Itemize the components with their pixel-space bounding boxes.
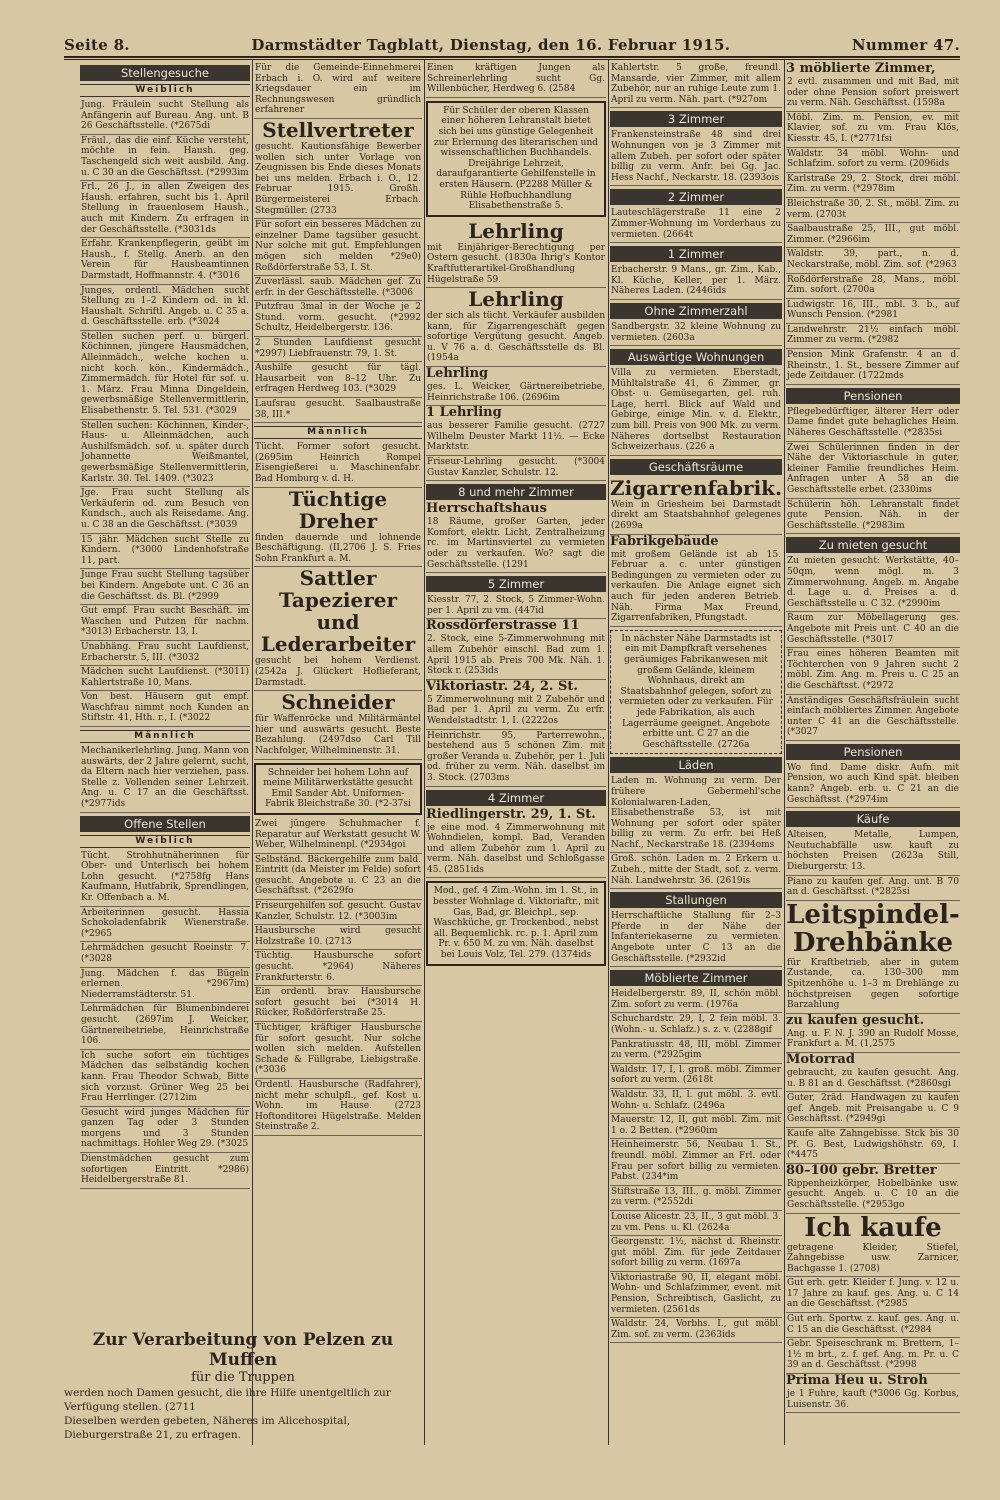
page-header — [64, 34, 960, 56]
classified-ad: Friseurgehilfen sof. gesucht. Gustav Kanzler, Schulstr. 12. (*3003im — [254, 900, 422, 925]
section-heading: Ohne Zimmerzahl — [610, 303, 782, 319]
section-heading: Offene Stellen — [80, 816, 250, 832]
classified-ad: Gut erh. getr. Kleider f. Jung. v. 12 u. 17 Jahre zu kauf. ges. Ang. u. C 14 an die Geschäftsst. (*2985 — [786, 1277, 960, 1313]
classified-ad: getragene Kleider, Stiefel, Zahngebisse usw. Zarnicer, Bachgasse 1. (2708) — [786, 1242, 960, 1278]
classified-ad: Motorrad — [786, 1051, 855, 1067]
classified-ad: Gut erh. Sportw. z. kauf. ges. Ang. u. C 15 an die Geschäftsst. (*2984 — [786, 1313, 960, 1338]
classified-ad: 5 Zimmerwohnung mit 2 Zubehör und Bad per 1. April zu verm. Zu erfr. Wendelstadtstr. 1, I. (2222os — [426, 694, 606, 730]
subsection-heading: Männlich — [254, 426, 422, 439]
classified-ad: 2. Stock, eine 5-Zimmerwohnung mit allem Zubehör einschl. Bad zum 1. April 1915 ab. Preis 700 Mk. Näh. 1. Stock r. (253ids — [426, 633, 606, 679]
column-5 — [786, 62, 960, 1430]
classified-ad: Stellen suchen perf. u. bürgerl. Köchinnen, jüngere Hausmädchen, Alleinmädch., welche kochen u. nicht koch. kön., Kindermädch., Zimmermädch. für Hotel für sof. u. 1. März. Frau Minna Dingeldein, gewerbsmäßige Stellenvermittlerin, Elisabethenstr. 5. Tel. 531. (*3029 — [80, 331, 250, 420]
classified-ad: Dienstmädchen gesucht zum sofortigen Eintritt. *2986) Heidelbergerstraße 81. — [80, 1153, 250, 1189]
classified-ad: Stiftstraße 13, III., g. möbl. Zimmer zu verm. (*2552di — [610, 1186, 782, 1211]
classified-ad: Pension Mink Grafenstr. 4 an d. Rheinstr., 1. St., bessere Zimmer auf jede Zeitdauer. (1722mds — [786, 349, 960, 385]
classified-ad: Erfahr. Krankenpflegerin, geübt im Haush., f. Stellg. Anerb. an den Verein für Hausbeamtinnen Darmstadt, Hoffmannstr. 4. (*3016 — [80, 238, 250, 284]
classified-ad: Stellen suchen: Köchinnen, Kinder-, Haus- u. Alleinmädchen, auch Aushilfsmädch. sof. u. später durch Johannette Weißmantel, gewerbsmäßige Stellenvermittlerin, Karlstr. 30. Tel. 1409. (*3023 — [80, 420, 250, 488]
classified-ad: Arbeiterinnen gesucht. Hassia Schokoladenfabrik Wienerstraße. (*2965 — [80, 907, 250, 943]
classified-ad: Prima Heu u. Stroh — [786, 1373, 928, 1389]
classified-ad: gesucht bei hohem Verdienst. (2542a J. Glückert Hoflieferant, Darmstadt. — [254, 655, 422, 691]
classified-ad: mit Einjähriger-Berechtigung per Ostern gesucht. (1830a Ihrig's Kontor Kraftfutterartikel-Großhandlung Hügelstraße 59. — [426, 242, 606, 288]
notice-text: werden noch Damen gesucht, die ihre Hilfe unentgeltlich zur Verfügung stellen. (2711 — [64, 1387, 391, 1413]
classified-ad: Sattler Tapezierer und Lederarbeiter — [260, 566, 416, 657]
classified-ad: Heidelbergerstr. 89, II, schön möbl. Zim. sofort zu verm. (1976a — [610, 988, 782, 1013]
classified-ad: Kiesstr. 77, 2. Stock, 5 Zimmer-Wohn. per 1. April zu vm. (447id — [426, 594, 606, 619]
classified-ad: Ludwigstr. 16, III., mbl. 3. b., auf Wunsch Pension. (*2981 — [786, 299, 960, 324]
classified-ad: Ein ordentl. brav. Hausbursche sofort gesucht bei (*3014 H. Rücker, Roßdörferstraße 25. — [254, 986, 422, 1022]
classified-ad: Pankratiusstr. 48, III, möbl. Zimmer zu verm. (*2925gim — [610, 1039, 782, 1064]
classified-ad: aus besserer Familie gesucht. (2727 Wilhelm Deuster Markt 11½. — Ecke Marktstr. — [426, 420, 606, 456]
classified-ad: 1 Lehrling — [426, 405, 502, 421]
classified-ad: Rossdörferstrasse 11 — [426, 618, 580, 634]
classified-ad: Tüchtige Dreher — [288, 486, 388, 533]
classified-ad: Ang. u. F. N. J. 390 an Rudolf Mosse, Frankfurt a. M. (1,2575 — [786, 1028, 960, 1053]
classified-ad: Villa zu vermieten. Eberstadt, Mühltalstraße 41, 6 Zimmer, gr. Obst- u. Gemüsegarten, gel. ruh. Lage, herrl. Blick auf Wald und Gebirge, einige Min. v. d. Elektr., zum bill. Preis von 900 Mk. zu verm. Näheres dortselbst Restauration Schweizerhaus. (226 a — [610, 367, 782, 456]
classified-ad: Ich suche sofort ein tüchtiges Mädchen das selbständig kochen kann. Frau Theodor Schwab, Bitte sich vorzust. Grüner Weg 25 bei Frau Herrlinger. (2712im — [80, 1050, 250, 1107]
classified-ad: Wo find. Dame diskr. Aufn. mit Pension, wo auch Kind spät. bleiben kann? Angeb. erb. u. C 21 an die Geschäftsst. (*2974im — [786, 762, 960, 808]
column-divider — [784, 60, 785, 1445]
classified-ad: Fräul., das die einf. Küche versteht, möchte in fein. Haush. geg. Taschengeld sich weit ausbild. Ang. u. C 30 an die Geschäftsst. (*2993im — [80, 135, 250, 181]
classified-ad: Ordentl. Hausbursche (Radfahrer), nicht mehr schulpfl., gef. Kost u. Wohn. im Hause. (2723 Hoftonditorei Hügelstraße. Melden Steinstraße 2. — [254, 1079, 422, 1136]
classified-ad: Zwei Schülerinnen finden in der Nähe der Viktoriaschule in guter, kleiner Familie freundliches Heim. Anfragen unter A 58 an die Geschäftsstelle erbet. (2330ims — [786, 442, 960, 499]
classified-ad: für Kraftbetrieb, aber in gutem Zustande, ca. 130–300 mm Spitzenhöhe u. 1–3 m Drehlänge zu höchstpreisen gegen sofortige Barzahlung — [786, 957, 960, 1014]
classified-ad: Mädchen sucht Laufdienst. (*3011) Kahlertstraße 10, Mans. — [80, 666, 250, 691]
section-heading: Pensionen — [786, 744, 960, 760]
classified-ad: Schneider bei hohem Lohn auf meine Militärwerkstätte gesucht Emil Sander Abt. Uniformen-Fabrik Bleichstraße 30. (*2-37si — [254, 763, 422, 815]
classified-ad: Viktoriastr. 24, 2. St. — [426, 678, 578, 694]
classified-ad: Junges, ordentl. Mädchen sucht Stellung zu 1–2 Kindern od. in kl. Haushalt. Schriftl. Angeb. u. C 35 a. d. Geschäftsstelle. erb. (*3024 — [80, 285, 250, 331]
classified-ad: Lehrling — [468, 218, 564, 243]
classified-ad: Schneider — [281, 690, 395, 715]
header-rule — [64, 56, 960, 58]
column-3 — [426, 62, 606, 1430]
classified-ad: Für sofort ein besseres Mädchen zu einzelner Dame tagsüber gesucht. Nur solche mit gut. Empfehlungen mögen sich melden *29e0) Roßdörferstraße 53, I. St. — [254, 219, 422, 276]
section-heading: Pensionen — [786, 388, 960, 404]
classified-ad: Lehrling — [468, 287, 564, 312]
classified-ad: Jge. Frau sucht Stellung als Verkäuferin od. zum Besuch von Kundsch., auch als Reisedame. Ang. u. C 38 an die Geschäftsst. (*3039 — [80, 487, 250, 533]
classified-ad: Tüchtig. Hausbursche sofort gesucht. *2964) Näheres Frankfurterstr. 6. — [254, 950, 422, 986]
classified-ad: Mechanikerlehrling. Jung. Mann von auswärts, der 2 Jahre gelernt, sucht, da Eltern nach hier verziehen, pass. Stelle z. Vollenden seiner Lehrzeit. Ang. u. C 17 an die Geschäftsst. (*2977ids — [80, 745, 250, 813]
classified-ad: zu kaufen gesucht. — [786, 1012, 925, 1028]
section-heading: Auswärtige Wohnungen — [610, 349, 782, 365]
classified-ad: Mod., gef. 4 Zim.-Wohn. im 1. St., in besster Wohnlage d. Viktoriaftr., mit Gas, Bad, gr. Bleichpl., sep. Waschküche, gr. Trockenbod., nebst all. Bequemlichk. rc. p. 1. April zum Pr. v. 650 M. zu vm. Näh. daselbst bei Louis Volz, Tel. 279. (1374ids — [426, 881, 606, 965]
classified-ad: Lehrmädchen gesucht Roeinstr. 7. (*3028 — [80, 942, 250, 967]
classified-ad: Groß. schön. Laden m. 2 Erkern u. Zubeh., mitte der Stadt, sof. z. verm. Näh. Landwehrstr. 36. (2619is — [610, 853, 782, 889]
classified-ad: Rippenheizkörper, Hobelbänke usw. gesucht. Angeb. u. C 10 an die Geschäftsstelle. (*2953go — [786, 1178, 960, 1214]
classified-ad: Jung. Fräulein sucht Stellung als Anfängerin auf Bureau. Ang. unt. B 26 Geschäftsstelle. (*2675di — [80, 99, 250, 135]
classified-ad: Gebr. Speiseschrank m. Brettern, 1–1½ m brt., z. f. gef. Ang. m. Pr. u. C 39 an d. Geschäftsst. (*2998 — [786, 1338, 960, 1374]
header-rule-thin — [64, 59, 960, 60]
column-divider — [608, 60, 609, 1445]
classified-ad: Lehrling — [426, 366, 489, 382]
classified-ad: Fabrikgebäude — [610, 533, 719, 549]
classified-ad: 3 möblierte Zimmer, — [786, 62, 936, 76]
classified-ad: Putzfrau 3mal in der Woche je 2 Stund. vorm. gesucht. (*2992 Schultz, Heidelbergerstr. 136. — [254, 301, 422, 337]
column-1 — [80, 62, 250, 1430]
classified-ad: Lauteschlägerstraße 11 eine 2 Zimmer-Wohnung im Vorderhaus zu vermieten. (2664t — [610, 207, 782, 243]
classified-ad: der sich als tücht. Verkäufer ausbilden kann, für Zigarrengeschäft gegen sofortige Vergütung gesucht. Angeb. u. V 76 a. d. Geschäftsstelle ds. Bl. (1954a — [426, 310, 606, 367]
issue-number: Nummer 47. — [851, 36, 960, 54]
classified-ad: Tücht. Strohhutnäherinnen für Ober- und Unterlisch bei hohem Lohn gesucht. (*2758fg Hans Kaufmann, Hutfabrik, Sprendlingen, Kr. Offenbach a. M. — [80, 850, 250, 907]
classified-ad: für Waffenröcke und Militärmäntel hier und auswärts gesucht. Beste Bezahlung. (2497dso Carl Till Nachfolger, Wilhelminenstr. 31. — [254, 713, 422, 759]
classified-ad: Erbacherstr. 9 Mans., gr. Zim., Kab., Kl. Küche, Keller, per 1. März. Näheres Laden. (2446ids — [610, 264, 782, 300]
classified-ad: Tüchtiger, kräftiger Hausbursche für sofort gesucht. Nur solche wollen sich melden. Aufstellen Schade & Füllgrabe, Liebigstraße. (*3036 — [254, 1022, 422, 1079]
section-heading: 8 und mehr Zimmer — [426, 484, 606, 500]
section-heading: Möblierte Zimmer — [610, 970, 782, 986]
classified-ad: Ich kaufe — [804, 1212, 942, 1243]
classified-ad: Kaufe alte Zahngebisse. Stck bis 30 Pf. G. Best, Ludwigshöhstr. 69, I. (*4475 — [786, 1128, 960, 1164]
column-4 — [610, 62, 782, 1430]
section-heading: Läden — [610, 757, 782, 773]
classified-ad: mit großem Gelände ist ab 15. Februar a. c. unter günstigen Bedingungen zu vermieten oder zu verkaufen. Die Anlage eignet sich auch für jeden anderen Betrieb. Näh. Firma Max Freund, Zigarrenfabriken, Pfungstadt. — [610, 549, 782, 627]
classified-ad: finden dauernde und lohnende Beschäftigung. (II,2706 J. S. Fries Sohn Frankfurt a. M. — [254, 532, 422, 568]
classified-ad: Raum zur Möbellagerung ges. Angebote mit Preis unt. C 40 an die Geschäftsstelle. (*3017 — [786, 612, 960, 648]
classified-ad: Saalbaustraße 25, III., gut möbl. Zimmer. (*2966im — [786, 223, 960, 248]
classified-ad: Frau eines höheren Beamten mit Töchterchen von 9 Jahren sucht 2 möbl. Zim. Ang. m. Preis u. C 25 an die Geschäftsst. (*2972 — [786, 648, 960, 694]
classified-ad: Guter, 2rād. Handwagen zu kaufen gef. Angeb. mit Preisangabe u. C 9 Geschäftsst. (*2949gi — [786, 1092, 960, 1128]
classified-ad: Viktoriastraße 90, II, elegant möbl. Wohn- und Schlafzimmer, event. mit Pension, Schreibtisch, Gaslicht, zu vermieten. (2561ds — [610, 1272, 782, 1318]
classified-ad: Waldstr. 17, I, l. groß. möbl. Zimmer sofort zu verm. (2618t — [610, 1064, 782, 1089]
classified-ad: Waldstr. 39, part., n. d. Neckarstraße, möbl. Zim. sof. (*2963 — [786, 248, 960, 273]
classified-ad: Tücht. Former sofort gesucht. (2695im Heinrich Rompel Eisengießerei u. Maschinenfabr. Bad Homburg v. d. H. — [254, 441, 422, 487]
classified-ad: Bleichstraße 30, 2. St., möbl. Zim. zu verm. (2703t — [786, 198, 960, 223]
classified-ad: Heinheimerstr. 56, Neubau 1. St., freundl. möbl. Zimmer an Frl. oder Frau per sofort billig zu vermieten. Pabst. (234*im — [610, 1139, 782, 1185]
section-heading: 2 Zimmer — [610, 189, 782, 205]
classified-ad: Laufsrau gesucht. Saalbaustraße 38, III.* — [254, 398, 422, 423]
classified-ad: Landwehrstr. 21½ einfach möbl. Zimmer zu verm. (*2982 — [786, 324, 960, 349]
section-heading: Zu mieten gesucht — [786, 537, 960, 553]
classified-ad: Frl., 26 J., in allen Zweigen des Haush. erfahren, sucht bis 1. April Stellung in frauenlosem Haush., auch mit Kindern. Zu erfragen in der Geschäftsstelle. (*3031ds — [80, 181, 250, 238]
notice-subtitle: für die Truppen — [191, 1370, 295, 1385]
classified-ad: Gesucht wird junges Mädchen für ganzen Tag oder 3 Stunden morgens und 3 Stunden nachmittags. Hohler Weg 29. (*3025 — [80, 1107, 250, 1153]
section-heading: 4 Zimmer — [426, 790, 606, 806]
classified-ad: Zwei jüngere Schuhmacher f. Reparatur auf Werkstatt gesucht W. Weber, Wilhelminenpl. (*2934goi — [254, 818, 422, 854]
classified-ad: Für die Gemeinde-Einnehmerei Erbach i. O. wird auf weitere Kriegsdauer ein im Rechnungswesen gründlich erfahrener — [254, 62, 422, 119]
classified-ad: Heinrichstr. 95, Parterrewohn., bestehend aus 5 schönen Zim. mit großer Veranda u. Zubehör, per 1. Juli od. früher zu verm. Näh. daselbst im 3. Stock. (2703ms — [426, 730, 606, 787]
classified-ad: Möbl. Zim. m. Pension, ev. mit Klavier, sof. zu vm. Frau Klös, Kiesstr. 45, I. (*2771fsi — [786, 112, 960, 148]
classified-ad: Von best. Häusern gut empf. Waschfrau nimmt noch Kunden an Stiftstr. 41, Hth. r., I. (*3022 — [80, 691, 250, 727]
subsection-heading: Weiblich — [80, 835, 250, 848]
subsection-heading: Weiblich — [80, 84, 250, 97]
classified-ad: Sandbergstr. 32 kleine Wohnung zu vermieten. (2603a — [610, 321, 782, 346]
column-2 — [254, 62, 422, 1324]
classified-ad: Frankensteinstraße 48 sind drei Wohnungen von je 3 Zimmer mit allem Zubeh. per sofort oder später billig zu verm. Anfr. bei Gg. Jac. Hess Nachf., Neckarstr. 18. (2393ois — [610, 129, 782, 186]
classified-ad: Schuchardstr. 29, I, 2 fein möbl. 3. (Wohn.- u. Schlafz.) s. z. v. (2288gif — [610, 1013, 782, 1038]
classified-ad: Lehrmädchen für Blumenbinderei gesucht. (2697im J. Weicker, Gärtnereibetriebe, Heinrichstraße 106. — [80, 1003, 250, 1049]
classified-ad: Hausbursche wird gesucht Holzstraße 10. (2713 — [254, 925, 422, 950]
classified-ad: Waldstr. 34 möbl. Wohn- und Schlafzim. sofort zu verm. (2096ids — [786, 148, 960, 173]
classified-ad: 80–100 gebr. Bretter — [786, 1162, 937, 1178]
classified-ad: Anständiges Geschäftsfräulein sucht einfach möbliertes Zimmer. Angebote unter C 41 an die Geschäftsstelle. (*3027 — [786, 695, 960, 741]
classified-ad: 18 Räume, großer Garten, jeder Komfort, elektr. Licht, Zentralheizung rc. im Martinsviertel zu vermieten oder zu verkaufen. Wo? sagt die Geschäftsstelle. (1291 — [426, 516, 606, 573]
classified-ad: Herrschaftliche Stallung für 2–3 Pferde in der Nähe der Infanteriekaserne zu vermieten. Angebote unter C 13 an die Geschäftsstelle. (*2932id — [610, 910, 782, 967]
classified-ad: Laden m. Wohnung zu verm. Der frühere Gebermehl'sche Kolonialwaren-Laden, Elisabethenstraße 53, ist mit Wohnung per sofort oder später billig zu verm. Zu erfr. bei Heß Nachf., Neckarstraße 18. (2394oms — [610, 775, 782, 853]
classified-ad: 2 evtl. zusammen und mit Bad, mit oder ohne Pension sofort preiswert zu verm. Näh. Geschäftsst. (1598a — [786, 76, 960, 112]
classified-ad: Riedlingerstr. 29, 1. St. — [426, 806, 596, 822]
classified-ad: Unabhäng. Frau sucht Laufdienst, Erbacherstr. 5, III. (*3032 — [80, 641, 250, 666]
column-divider — [252, 60, 253, 1445]
classified-ad: Georgenstr. 1½, nächst d. Rheinstr. gut möbl. Zim. für jede Zeitdauer sofort billig zu verm. (1697a — [610, 1236, 782, 1272]
section-heading: 5 Zimmer — [426, 576, 606, 592]
section-heading: 3 Zimmer — [610, 111, 782, 127]
classified-ad: Zigarrenfabrik. — [610, 475, 782, 500]
classified-ad: gebraucht, zu kaufen gesucht. Ang. u. B 81 an d. Geschäftsst. (*2860sgi — [786, 1067, 960, 1092]
classified-ad: Mauerstr. 12, II, gut möbl. Zim. mit 1 o. 2 Betten. (*2960im — [610, 1114, 782, 1139]
classified-ad: gesucht. Kautionsfähige Bewerber wollen sich unter Vorlage von Zeugnissen bis Ende dieses Monats bei uns melden. Erbach i. O., 12. Februar 1915. Großh. Bürgermeisterei Erbach. Stegmüller. (2733 — [254, 141, 422, 219]
classified-ad: Pflegebedürftiger, älterer Herr oder Dame findet gute behagliches Heim. Näheres Geschäftsstelle. (*2835si — [786, 406, 960, 442]
classified-ad: 15 jähr. Mädchen sucht Stelle zu Kindern. (*3000 Lindenhofstraße 11, part. — [80, 534, 250, 570]
classified-ad: je 1 Fuhre, kauft (*3006 Gg. Korbus, Luisenstr. 36. — [786, 1388, 960, 1413]
section-heading: Stallungen — [610, 892, 782, 908]
classified-ad: Herrschaftshaus — [426, 501, 547, 517]
classified-ad: Karlstraße 29, 2. Stock, drei möbl. Zim. zu verm. (*2978im — [786, 173, 960, 198]
classified-ad: Zu mieten gesucht: Werkstätte, 40–50qm, wenn mögl. m. 3 Zimmerwohnung. Angeb. m. Angabe d. Lage u. d. Preises a. d. Geschäftsstelle u. C 32. (*2990im — [786, 555, 960, 612]
classified-ad: Jung. Mädchen f. das Bügeln erlernen. *2967im) Niederramstädterstr. 51. — [80, 968, 250, 1004]
classified-ad: Waldstr. 33, II, l. gut möbl. 3. evtl. Wohn- u. Schlafz. (2496a — [610, 1089, 782, 1114]
classified-ad: ges. L. Weicker, Gärtnereibetriebe, Heinrichstraße 106. (2696im — [426, 381, 606, 406]
section-heading: Käufe — [786, 811, 960, 827]
classified-ad: Gut empf. Frau sucht Beschäft. im Waschen und Putzen für nachm. *3013) Erbacherstr. 13, I. — [80, 605, 250, 641]
classified-ad: Louise Alicestr. 23, II., 3 gut möbl. 3. zu vm. Pens. u. Kl. (2624a — [610, 1211, 782, 1236]
section-heading: 1 Zimmer — [610, 246, 782, 262]
classified-ad: In nächster Nähe Darmstadts ist ein mit Dampfkraft versehenes geräumiges Fabrikanwesen mit großem Gelände, kleinem Wohnhaus, direkt am Staatsbahnhof gelegen, sofort zu vermieten oder zu verkaufen. Für jede Fabrikation, als auch Lagerräume geeignet. Angebote erbitte unt. C 27 an die Geschäftsstelle. (2726a — [610, 630, 782, 755]
classified-ad: Einen kräftigen Jungen als Schreinerlehrling sucht Gg. Willenbücher, Herdweg 6. (2584 — [426, 62, 606, 98]
column-divider — [424, 60, 425, 1445]
classified-ad: 2 Stunden Laufdienst gesucht *2997) Liebfrauenstr. 79, 1. St. — [254, 337, 422, 362]
classified-ad: Schülerin höh. Lehranstalt findet gute Pension. Näh. in der Geschäftsstelle. (*2983im — [786, 499, 960, 535]
fur-muff-notice — [64, 1330, 422, 1442]
classified-ad: Piano zu kaufen gef. Ang. unt. B 70 an d. Geschäftsst. (*2825si — [786, 876, 960, 901]
section-heading: Stellengesuche — [80, 65, 250, 81]
notice-text-2: Dieselben werden gebeten, Näheres im Alicehospital, Dieburgerstraße 21, zu erfragen. — [64, 1415, 351, 1441]
classified-ad: Alteisen, Metalle, Lumpen, Neutuchabfälle usw. kauft zu höchsten Preisen (2623a Still, Dieburgerstr. 13. — [786, 829, 960, 875]
classified-ad: Roßdörferstraße 28, Mans., möbl. Zim. sofort. (2700a — [786, 274, 960, 299]
section-heading: Geschäftsräume — [610, 459, 782, 475]
classified-ad: Zuverlässl. saub. Mädchen gef. Zu erfr. in der Geschäftsstelle. (*3006 — [254, 276, 422, 301]
page-number: Seite 8. — [64, 36, 130, 54]
classified-ad: Selbständ. Bäckergehilfe zum bald. Eintritt (da Meister im Felde) sofort gesucht. Angebote u. C 23 an die Geschäftsst. (*2629fo — [254, 854, 422, 900]
classified-ad: Wein in Griesheim bei Darmstadt direkt am Staatsbahnhof gelegenes (2699a — [610, 499, 782, 535]
newspaper-title: Darmstädter Tagblatt, Dienstag, den 16. Februar 1915. — [251, 36, 731, 54]
classified-ad: Für Schüler der oberen Klassen einer höheren Lehranstalt bietet sich bei uns günstige Gelegenheit zur Erlernung des literarischen und wissenschaftlichen Buchhandels. Dreijährige Lehrzeit, daraufgarantierte Gehilfenstelle in ersten Häusern. (P2288 Müller & Rühle Hofbuchhandlung Elisabethenstraße 5. — [426, 101, 606, 217]
subsection-heading: Männlich — [80, 730, 250, 743]
classified-ad: Kahlertstr. 5 große, freundl. Mansarde, vier Zimmer, mit allem Zubehör, nur an ruhige Leute zum 1. April zu verm. Näh. part. (*927om — [610, 62, 782, 108]
classified-ad: Leitspindel-Drehbänke — [786, 899, 960, 958]
classified-ad: Waldstr. 24, Vorbhs. I., gut möbl. Zim. sof. zu verm. (2363ids — [610, 1318, 782, 1343]
classified-ad: Stellvertreter — [262, 117, 414, 142]
classified-ad: je eine mod. 4 Zimmerwohnung mit Wohndielen, kompl. Bad, Veranden und allem Zubehör zum 1. April zu verm. Näh. daselbst und Schloßgasse 45. (2851ids — [426, 822, 606, 879]
classified-ad: Friseur-Lehrling gesucht. (*3004 Gustav Kanzler, Schulstr. 12. — [426, 456, 606, 481]
classified-ad: Junge Frau sucht Stellung tagsüber bei Kindern. Angebote unt. C 36 an die Geschäftsst. ds. Bl. (*2999 — [80, 569, 250, 605]
notice-title: Zur Verarbeitung von Pelzen zu Muffen — [92, 1330, 394, 1370]
classified-ad: Aushilfe gesucht für tägl. Hausarbeit von 8–12 Uhr. Zu erfragen Herdweg 103. (*3029 — [254, 362, 422, 398]
